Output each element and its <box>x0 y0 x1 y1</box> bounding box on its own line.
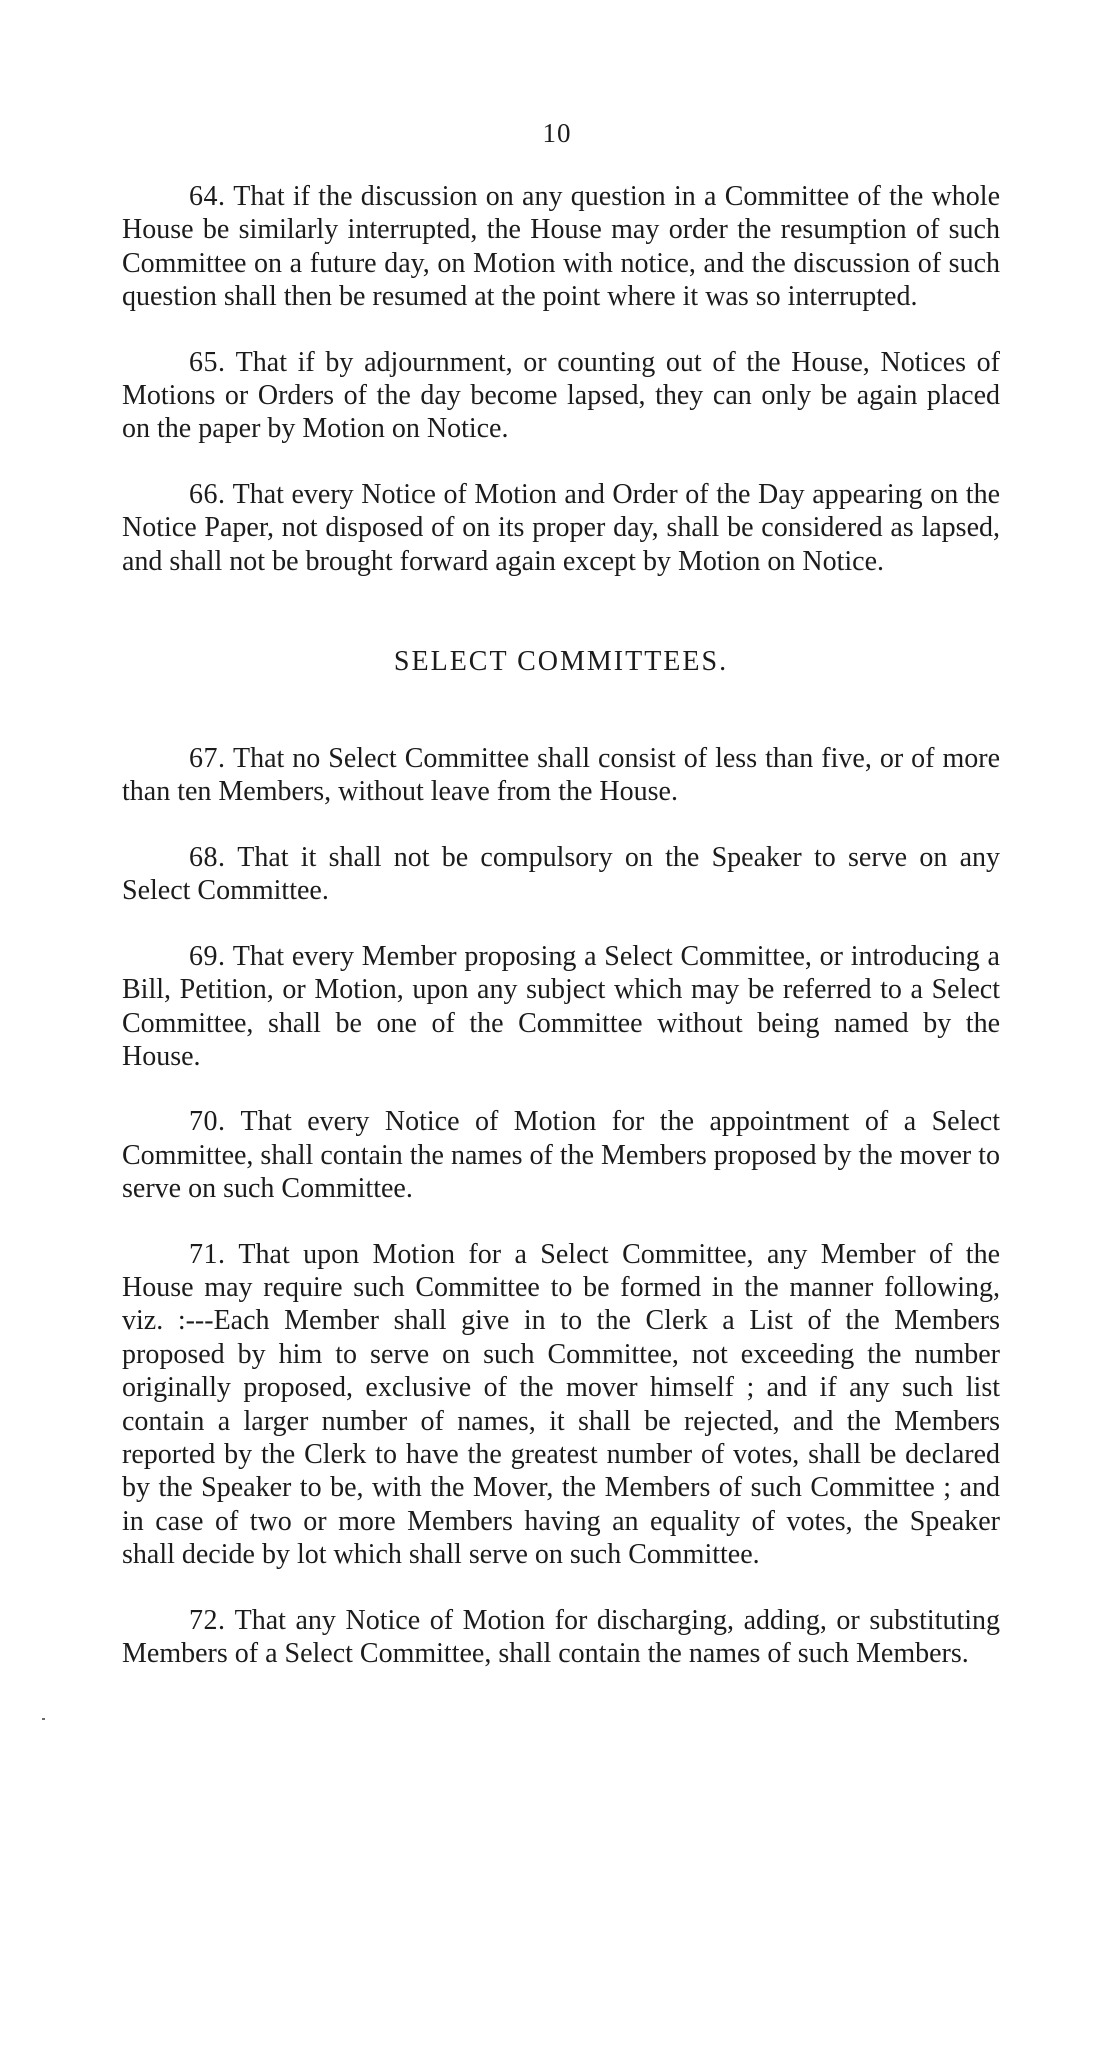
paragraph-64 <box>122 180 1000 314</box>
paragraph-text: That if the discussion on any question in a Committee of the whole House be similarly interrupted, the House may order the resumption of such Committee on a future day, on Motion with notice, and the discussion of such question shall then be resumed at the point where it was so interrupted. <box>122 181 1001 313</box>
paragraph-text: That every Notice of Motion for the appointment of a Select Committee, shall contain the names of the Members proposed by the mover to serve on such Committee. <box>122 1106 1000 1205</box>
paragraph-72 <box>122 1604 1000 1671</box>
paragraph-65 <box>122 346 1000 446</box>
paragraph-number: 64. <box>189 181 226 212</box>
paragraph-number: 70. <box>189 1106 226 1138</box>
paragraph-number: 71. <box>189 1238 226 1270</box>
paragraph-text: That any Notice of Motion for discharging, adding, or substituting Members of a Select Committee, shall contain the names of such Members. <box>122 1604 1001 1669</box>
section-heading: SELECT COMMITTEES. <box>393 646 729 678</box>
page-number: 10 <box>542 118 572 148</box>
paragraph-68 <box>122 841 1000 908</box>
paragraph-number: 72. <box>189 1604 226 1636</box>
paragraph-text: That every Member proposing a Select Committee, or introducing a Bill, Petition, or Motion, upon any subject which may be referred to a Select Committee, shall be one of the Committee without being named by the House. <box>122 940 1000 1072</box>
paragraph-text: That upon Motion for a Select Committee, any Member of the House may require such Committee to be formed in the manner following, viz. :---Each Member shall give in to the Clerk a List of the Members proposed by him to serve on such Committee, not exceeding the number originally proposed, exclusive of the mover himself ; and if any such list contain a larger number of names, it shall be rejected, and the Members reported by the Clerk to have the greatest number of votes, shall be declared by the Speaker to be, with the Mover, the Members of such Committee ; and in case of two or more Members having an equality of votes, the Speaker shall decide by lot which shall serve on such Committee. <box>122 1238 1000 1571</box>
paragraph-67 <box>122 742 1000 809</box>
paragraph-69 <box>122 940 1000 1074</box>
paragraph-70 <box>122 1105 1000 1205</box>
paragraph-number: 66. <box>189 478 226 510</box>
paragraph-number: 67. <box>189 743 226 775</box>
paragraph-66 <box>122 478 1000 578</box>
paragraph-71 <box>122 1238 1000 1572</box>
paragraph-number: 65. <box>189 346 226 378</box>
paragraph-number: 68. <box>189 841 226 873</box>
paragraph-text: That it shall not be compulsory on the Speaker to serve on any Select Committee. <box>122 841 1000 907</box>
print-speck <box>42 1718 45 1720</box>
paragraph-text: That every Notice of Motion and Order of the Day appearing on the Notice Paper, not disposed of on its proper day, shall be considered as lapsed, and shall not be brought forward again except by Motion on Notice. <box>122 478 1001 577</box>
paragraph-text: That if by adjournment, or counting out of the House, Notices of Motions or Orders of the day become lapsed, they can only be again placed on the paper by Motion on Notice. <box>122 346 1001 445</box>
paragraph-number: 69. <box>189 940 226 972</box>
paragraph-text: That no Select Committee shall consist of less than five, or of more than ten Members, without leave from the House. <box>122 743 1000 808</box>
text-column <box>122 180 1000 1702</box>
